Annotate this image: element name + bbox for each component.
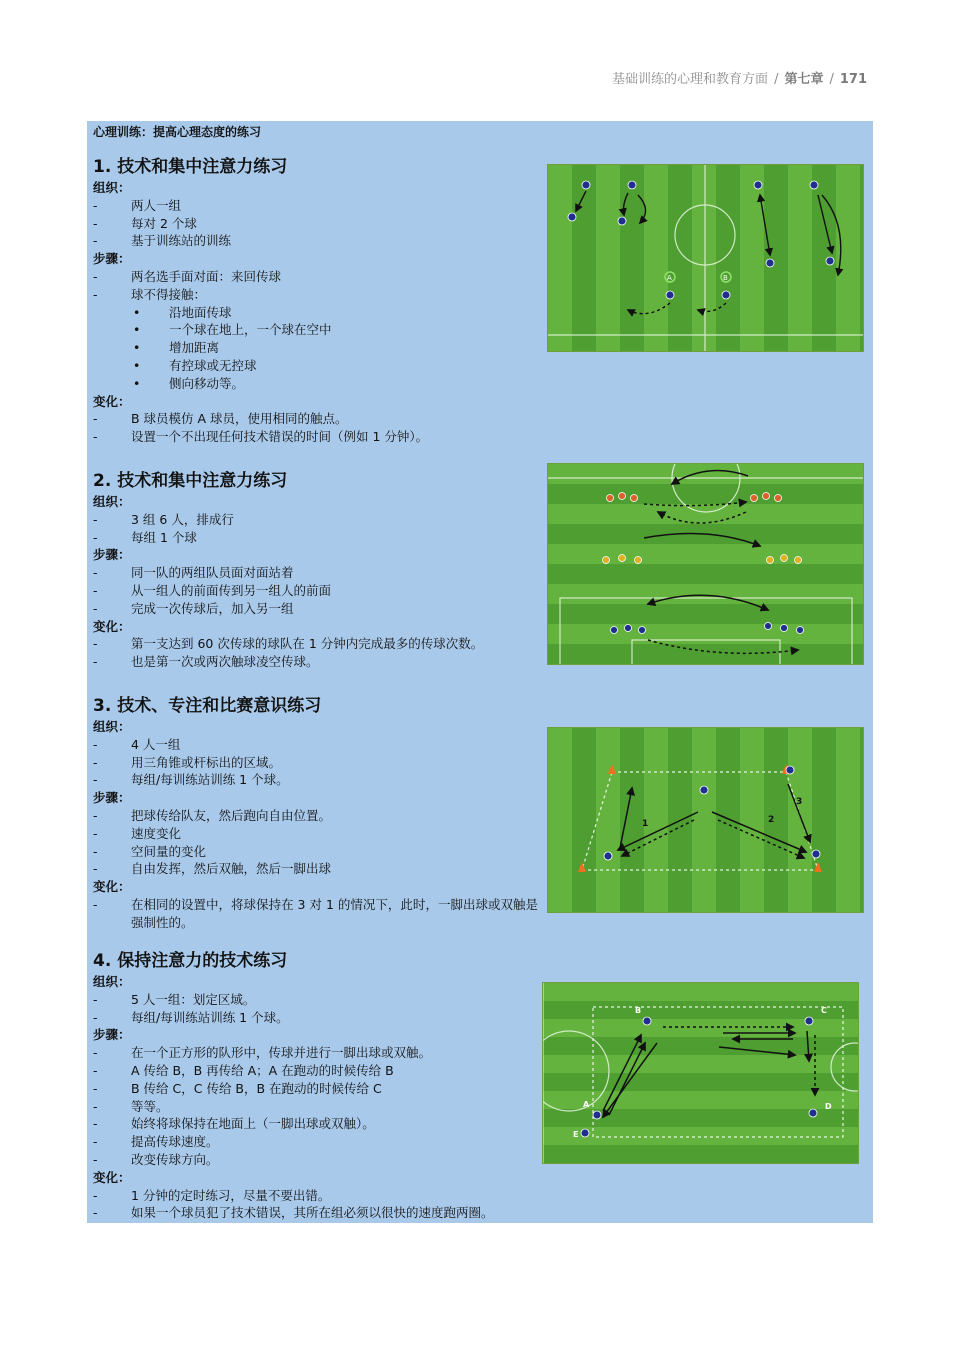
page-number: 171 [839,72,867,87]
sub-list-item: • 增加距离 [133,340,220,356]
list-item: - 提高传球速度。 [93,1134,219,1150]
organization-label: 组织： [93,974,131,989]
variation-label: 变化： [93,618,131,634]
list-item: - 设置一个不出现任何技术错误的时间（例如 1 分钟）。 [93,429,429,445]
section-title: 3. 技术、专注和比赛意识练习 [93,696,322,716]
drill-diagram-4 [542,982,859,1164]
exercise-panel [87,121,873,1223]
steps-label: 步骤： [93,547,131,563]
header-separator: / [774,72,779,87]
section-title: 1. 技术和集中注意力练习 [93,157,288,177]
list-item: - 每组/每训练站训练 1 个球。 [93,772,289,788]
diagram-label: A [667,274,672,282]
section-title: 4. 保持注意力的技术练习 [93,951,288,971]
drill-diagram-1 [547,164,864,352]
panel-title: 心理训练：提高心理态度的练习 [93,125,262,139]
variation-label: 变化： [93,879,131,895]
list-item: - 每组/每训练站训练 1 个球。 [93,1009,289,1025]
list-item: - 空间量的变化 [93,843,207,859]
list-item: - 5 人一组：划定区域。 [93,991,256,1007]
diagram-label: 1 [642,819,649,829]
list-item: - 基于训练站的训练 [93,233,232,249]
organization-label: 组织： [93,180,131,195]
list-item: - 自由发挥，然后双触，然后一脚出球 [93,861,332,877]
list-item: - 等等。 [93,1098,169,1114]
list-item: - 从一组人的前面传到另一组人的前面 [93,582,332,598]
list-item: - 改变传球方向。 [93,1151,219,1167]
book-title: 基础训练的心理和教育方面 [612,72,769,87]
list-item: - 把球传给队友，然后跑向自由位置。 [93,807,332,823]
diagram-label: D [825,1102,832,1111]
sub-list-item: • 一个球在地上，一个球在空中 [133,322,332,338]
list-item: - 第一支达到 60 次传球的球队在 1 分钟内完成最多的传球次数。 [93,636,484,652]
sub-list-item: • 沿地面传球 [133,304,232,320]
list-item: - 1 分钟的定时练习，尽量不要出错。 [93,1187,331,1203]
list-item: - 同一队的两组队员面对面站着 [93,565,294,581]
steps-label: 步骤： [93,1027,131,1043]
list-item: - 始终将球保持在地面上（一脚出球或双触）。 [93,1116,375,1132]
running-header [612,68,867,87]
organization-label: 组织： [93,719,131,734]
list-item: - 完成一次传球后，加入另一组 [93,600,294,616]
list-item: - 每组 1 个球 [93,529,197,545]
list-item: - B 传给 C，C 传给 B，B 在跑动的时候传给 C [93,1080,382,1096]
exercise-section-2 [93,469,538,671]
exercise-section-1 [93,155,538,446]
sub-list-item: • 侧向移动等。 [133,375,245,391]
diagram-label: C [821,1006,827,1015]
drill-diagram-2 [547,463,864,665]
diagram-label: E [573,1130,579,1139]
list-item: - 也是第一次或两次触球凌空传球。 [93,654,319,670]
drill-diagram-3 [547,727,864,913]
list-item: - 球不得接触： [93,286,207,302]
list-item: - 在一个正方形的队形中，传球并进行一脚出球或双触。 [93,1045,432,1061]
list-item: - 4 人一组 [93,736,181,752]
steps-label: 步骤： [93,790,131,806]
list-item: - 速度变化 [93,825,182,841]
exercise-section-4 [93,949,538,1222]
diagram-label: A [583,1100,590,1109]
list-item: - 如果一个球员犯了技术错误，其所在组必须以很快的速度跑两圈。 [93,1205,494,1221]
organization-label: 组织： [93,494,131,509]
diagram-label: B [635,1006,642,1015]
exercise-section-3 [93,694,538,932]
diagram-label: 2 [768,815,775,825]
variation-label: 变化： [93,1169,131,1185]
sub-list-item: • 有控球或无控球 [133,357,257,373]
diagram-label: B [723,274,728,282]
header-separator: / [829,72,834,87]
variation-label: 变化： [93,393,131,409]
list-item: - 两名选手面对面：来回传球 [93,268,282,284]
list-item: - 两人一组 [93,197,182,213]
list-item: - 在相同的设置中，将球保持在 3 对 1 的情况下，此时，一脚出球或双触是强制性的。 [93,896,538,930]
chapter-label: 第七章 [784,72,824,87]
list-item: - 3 组 6 人，排成行 [93,511,234,527]
list-item: - 每对 2 个球 [93,215,197,231]
diagram-label: 3 [796,797,803,807]
steps-label: 步骤： [93,251,131,267]
list-item: - 用三角锥或杆标出的区域。 [93,754,282,770]
section-title: 2. 技术和集中注意力练习 [93,471,288,491]
list-item: - A 传给 B，B 再传给 A；A 在跑动的时候传给 B [93,1062,394,1078]
list-item: - B 球员模仿 A 球员，使用相同的触点。 [93,411,348,427]
